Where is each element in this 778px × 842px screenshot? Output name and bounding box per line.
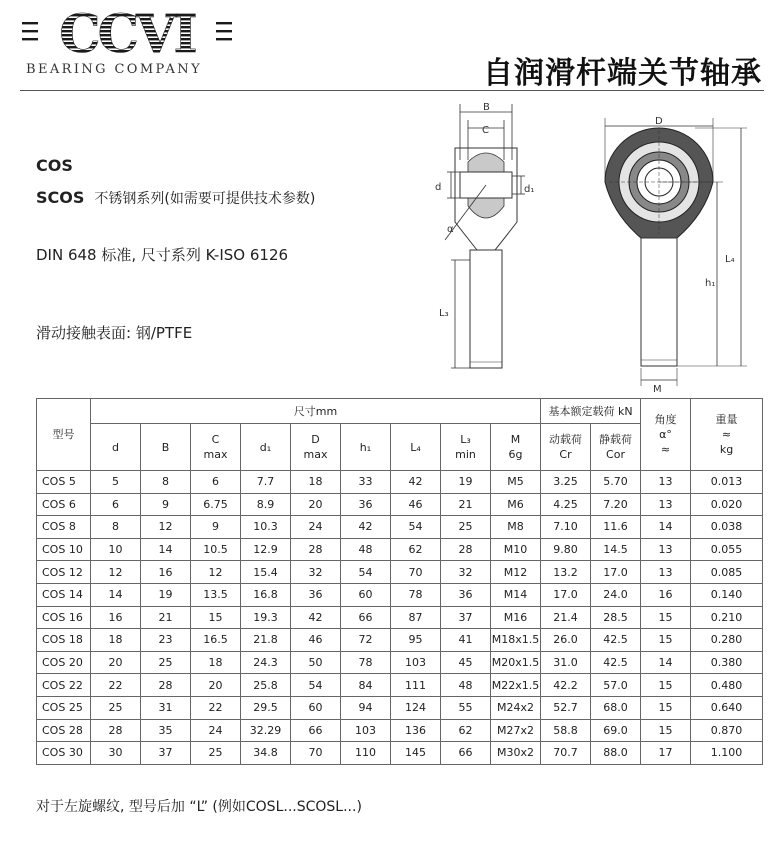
- table-cell: 14: [91, 583, 141, 606]
- table-cell: 12: [141, 516, 191, 539]
- header-divider: [20, 90, 764, 91]
- table-cell: 13: [641, 561, 691, 584]
- table-cell: 48: [341, 538, 391, 561]
- table-cell: 8.9: [241, 493, 291, 516]
- table-cell: 20: [191, 674, 241, 697]
- table-cell: 70: [391, 561, 441, 584]
- table-cell: 17: [641, 742, 691, 765]
- table-cell: 28: [291, 538, 341, 561]
- col-header-cr: 动载荷 Cr: [541, 424, 591, 471]
- table-cell: 136: [391, 719, 441, 742]
- table-cell: 124: [391, 696, 441, 719]
- table-cell: 25: [141, 651, 191, 674]
- table-cell: M18x1.5: [491, 629, 541, 652]
- table-cell: 28: [141, 674, 191, 697]
- table-cell: 28.5: [591, 606, 641, 629]
- table-cell: 13.5: [191, 583, 241, 606]
- col-header-dimensions: 尺寸mm: [91, 399, 541, 424]
- model-cell: COS 10: [37, 538, 91, 561]
- table-cell: 5: [91, 471, 141, 494]
- dim-m-label: M: [653, 384, 662, 392]
- col-header-D: D max: [291, 424, 341, 471]
- col-header-d1: d₁: [241, 424, 291, 471]
- table-cell: 0.085: [691, 561, 763, 584]
- table-cell: 36: [341, 493, 391, 516]
- table-cell: 94: [341, 696, 391, 719]
- model-cell: COS 8: [37, 516, 91, 539]
- table-cell: 9: [141, 493, 191, 516]
- table-cell: 28: [441, 538, 491, 561]
- table-cell: 16.5: [191, 629, 241, 652]
- table-cell: 0.055: [691, 538, 763, 561]
- table-cell: 60: [291, 696, 341, 719]
- table-cell: M14: [491, 583, 541, 606]
- model-cell: COS 5: [37, 471, 91, 494]
- table-cell: 13: [641, 493, 691, 516]
- table-cell: 34.8: [241, 742, 291, 765]
- table-cell: M27x2: [491, 719, 541, 742]
- table-cell: 0.013: [691, 471, 763, 494]
- table-cell: 12: [91, 561, 141, 584]
- table-cell: 54: [391, 516, 441, 539]
- col-header-L4: L₄: [391, 424, 441, 471]
- table-cell: M16: [491, 606, 541, 629]
- table-cell: 21: [141, 606, 191, 629]
- table-cell: 54: [291, 674, 341, 697]
- table-cell: 19: [441, 471, 491, 494]
- table-cell: 20: [291, 493, 341, 516]
- table-cell: 0.210: [691, 606, 763, 629]
- table-cell: 42.5: [591, 629, 641, 652]
- table-cell: 16: [91, 606, 141, 629]
- table-cell: 32: [441, 561, 491, 584]
- table-cell: 0.020: [691, 493, 763, 516]
- series-scos: SCOS: [36, 188, 85, 207]
- series-cos: COS: [36, 156, 73, 175]
- table-cell: 14: [141, 538, 191, 561]
- table-cell: 15: [641, 629, 691, 652]
- col-header-model: 型号: [37, 399, 91, 471]
- table-cell: 15: [641, 606, 691, 629]
- standard-text: DIN 648 标准, 尺寸系列 K-ISO 6126: [36, 246, 289, 264]
- table-cell: 36: [441, 583, 491, 606]
- table-cell: 78: [391, 583, 441, 606]
- table-cell: 66: [291, 719, 341, 742]
- table-cell: 69.0: [591, 719, 641, 742]
- table-cell: M30x2: [491, 742, 541, 765]
- table-cell: 21.8: [241, 629, 291, 652]
- table-row: [37, 493, 763, 516]
- table-cell: 87: [391, 606, 441, 629]
- table-cell: 48: [441, 674, 491, 697]
- table-cell: 84: [341, 674, 391, 697]
- model-cell: COS 28: [37, 719, 91, 742]
- logo-tagline: BEARING COMPANY: [26, 62, 203, 77]
- dim-d-label: d: [435, 182, 442, 193]
- table-cell: 62: [391, 538, 441, 561]
- dim-l3-label: L₃: [439, 308, 449, 319]
- table-cell: 46: [291, 629, 341, 652]
- table-cell: M5: [491, 471, 541, 494]
- table-cell: 42: [291, 606, 341, 629]
- table-cell: 6.75: [191, 493, 241, 516]
- table-cell: 46: [391, 493, 441, 516]
- table-cell: 0.038: [691, 516, 763, 539]
- table-cell: 54: [341, 561, 391, 584]
- table-cell: 14: [641, 651, 691, 674]
- table-cell: 16: [141, 561, 191, 584]
- table-cell: 70: [291, 742, 341, 765]
- table-cell: M6: [491, 493, 541, 516]
- dim-c-label: C: [482, 125, 489, 136]
- col-header-weight: 重量 ≈ kg: [691, 399, 763, 471]
- dim-d1-label: d₁: [524, 184, 535, 195]
- logo-text: CCVI: [59, 6, 195, 65]
- table-cell: 16.8: [241, 583, 291, 606]
- table-cell: 60: [341, 583, 391, 606]
- model-cell: COS 6: [37, 493, 91, 516]
- model-cell: COS 20: [37, 651, 91, 674]
- table-cell: 68.0: [591, 696, 641, 719]
- table-cell: 29.5: [241, 696, 291, 719]
- table-cell: 42: [391, 471, 441, 494]
- table-cell: 14: [641, 516, 691, 539]
- table-cell: 28: [91, 719, 141, 742]
- table-row: [37, 629, 763, 652]
- table-cell: 10.3: [241, 516, 291, 539]
- table-cell: 23: [141, 629, 191, 652]
- table-row: [37, 696, 763, 719]
- table-cell: M24x2: [491, 696, 541, 719]
- table-cell: 7.10: [541, 516, 591, 539]
- table-cell: 33: [341, 471, 391, 494]
- table-cell: 0.380: [691, 651, 763, 674]
- table-cell: 15.4: [241, 561, 291, 584]
- table-cell: 31: [141, 696, 191, 719]
- table-cell: 6: [191, 471, 241, 494]
- table-row: [37, 516, 763, 539]
- table-cell: 66: [341, 606, 391, 629]
- table-cell: 22: [91, 674, 141, 697]
- table-cell: 15: [641, 696, 691, 719]
- dim-b-label: B: [483, 102, 490, 113]
- table-cell: 78: [341, 651, 391, 674]
- col-header-C: C max: [191, 424, 241, 471]
- table-cell: 11.6: [591, 516, 641, 539]
- table-cell: 13.2: [541, 561, 591, 584]
- table-cell: 0.480: [691, 674, 763, 697]
- table-cell: 14.5: [591, 538, 641, 561]
- table-cell: 15: [191, 606, 241, 629]
- table-cell: 24: [191, 719, 241, 742]
- table-cell: 15: [641, 674, 691, 697]
- table-cell: 7.20: [591, 493, 641, 516]
- table-cell: 52.7: [541, 696, 591, 719]
- col-header-M: M 6g: [491, 424, 541, 471]
- table-cell: M22x1.5: [491, 674, 541, 697]
- model-cell: COS 16: [37, 606, 91, 629]
- table-cell: 31.0: [541, 651, 591, 674]
- table-cell: 12.9: [241, 538, 291, 561]
- model-cell: COS 30: [37, 742, 91, 765]
- table-cell: 13: [641, 471, 691, 494]
- model-cell: COS 18: [37, 629, 91, 652]
- table-cell: 15: [641, 719, 691, 742]
- series-scos-line: [36, 188, 315, 208]
- spec-table-body: [37, 471, 763, 765]
- model-cell: COS 14: [37, 583, 91, 606]
- table-cell: 19: [141, 583, 191, 606]
- table-cell: 37: [441, 606, 491, 629]
- table-cell: 42: [341, 516, 391, 539]
- table-cell: 7.7: [241, 471, 291, 494]
- table-cell: 32: [291, 561, 341, 584]
- table-cell: 9: [191, 516, 241, 539]
- table-cell: 18: [291, 471, 341, 494]
- col-header-load: 基本额定载荷 kN: [541, 399, 641, 424]
- model-cell: COS 12: [37, 561, 91, 584]
- table-cell: 30: [91, 742, 141, 765]
- table-cell: 16: [641, 583, 691, 606]
- table-cell: 70.7: [541, 742, 591, 765]
- table-cell: 0.870: [691, 719, 763, 742]
- dim-h1-label: h₁: [705, 278, 716, 289]
- table-cell: 10: [91, 538, 141, 561]
- table-cell: 9.80: [541, 538, 591, 561]
- table-row: [37, 583, 763, 606]
- angle-alpha-label: α: [447, 224, 454, 235]
- table-cell: 19.3: [241, 606, 291, 629]
- table-cell: 0.140: [691, 583, 763, 606]
- table-cell: 1.100: [691, 742, 763, 765]
- table-row: [37, 561, 763, 584]
- sliding-surface-text: 滑动接触表面: 钢/PTFE: [36, 324, 193, 342]
- table-row: [37, 742, 763, 765]
- scos-note: 不锈钢系列(如需要可提供技术参数): [94, 191, 316, 207]
- table-cell: 42.5: [591, 651, 641, 674]
- table-cell: 0.640: [691, 696, 763, 719]
- side-view-drawing: [425, 100, 545, 390]
- model-cell: COS 22: [37, 674, 91, 697]
- table-cell: 17.0: [591, 561, 641, 584]
- table-row: [37, 538, 763, 561]
- table-cell: 21.4: [541, 606, 591, 629]
- table-cell: 25.8: [241, 674, 291, 697]
- dim-l4-label: L₄: [725, 254, 735, 265]
- table-cell: 0.280: [691, 629, 763, 652]
- table-cell: 145: [391, 742, 441, 765]
- table-cell: 58.8: [541, 719, 591, 742]
- table-cell: 17.0: [541, 583, 591, 606]
- model-cell: COS 25: [37, 696, 91, 719]
- table-row: [37, 606, 763, 629]
- page-title: 自润滑杆端关节轴承: [483, 56, 762, 91]
- table-cell: 110: [341, 742, 391, 765]
- left-thread-footnote: 对于左旋螺纹, 型号后加 “L” (例如COSL...SCOSL...): [36, 799, 362, 815]
- col-header-d: d: [91, 424, 141, 471]
- table-cell: M8: [491, 516, 541, 539]
- table-cell: 36: [291, 583, 341, 606]
- table-cell: 45: [441, 651, 491, 674]
- table-cell: 50: [291, 651, 341, 674]
- table-cell: 6: [91, 493, 141, 516]
- table-row: [37, 471, 763, 494]
- table-cell: 72: [341, 629, 391, 652]
- table-cell: 42.2: [541, 674, 591, 697]
- table-cell: 62: [441, 719, 491, 742]
- col-header-angle: 角度 α° ≈: [641, 399, 691, 471]
- table-cell: 13: [641, 538, 691, 561]
- table-cell: 57.0: [591, 674, 641, 697]
- col-header-L3: L₃ min: [441, 424, 491, 471]
- table-row: [37, 674, 763, 697]
- table-cell: 20: [91, 651, 141, 674]
- table-cell: 103: [341, 719, 391, 742]
- table-cell: 55: [441, 696, 491, 719]
- table-cell: 88.0: [591, 742, 641, 765]
- table-cell: 22: [191, 696, 241, 719]
- table-cell: 25: [191, 742, 241, 765]
- table-cell: 18: [91, 629, 141, 652]
- col-header-B: B: [141, 424, 191, 471]
- table-cell: 111: [391, 674, 441, 697]
- table-cell: 25: [441, 516, 491, 539]
- table-row: [37, 719, 763, 742]
- table-cell: M10: [491, 538, 541, 561]
- table-cell: 24: [291, 516, 341, 539]
- dim-D-label: D: [655, 116, 663, 127]
- table-cell: 10.5: [191, 538, 241, 561]
- table-cell: 95: [391, 629, 441, 652]
- table-cell: 3.25: [541, 471, 591, 494]
- col-header-h1: h₁: [341, 424, 391, 471]
- table-cell: 24.3: [241, 651, 291, 674]
- table-cell: 66: [441, 742, 491, 765]
- table-cell: 24.0: [591, 583, 641, 606]
- front-view-drawing: [585, 110, 755, 392]
- table-cell: 26.0: [541, 629, 591, 652]
- table-cell: 35: [141, 719, 191, 742]
- table-cell: 25: [91, 696, 141, 719]
- table-cell: 8: [91, 516, 141, 539]
- table-cell: 21: [441, 493, 491, 516]
- table-cell: 18: [191, 651, 241, 674]
- spec-table: [36, 398, 763, 765]
- col-header-cor: 静载荷 Cor: [591, 424, 641, 471]
- table-row: [37, 651, 763, 674]
- table-cell: M20x1.5: [491, 651, 541, 674]
- table-cell: 8: [141, 471, 191, 494]
- table-cell: M12: [491, 561, 541, 584]
- table-cell: 41: [441, 629, 491, 652]
- table-cell: 103: [391, 651, 441, 674]
- table-cell: 4.25: [541, 493, 591, 516]
- table-cell: 5.70: [591, 471, 641, 494]
- table-cell: 37: [141, 742, 191, 765]
- table-cell: 12: [191, 561, 241, 584]
- table-cell: 32.29: [241, 719, 291, 742]
